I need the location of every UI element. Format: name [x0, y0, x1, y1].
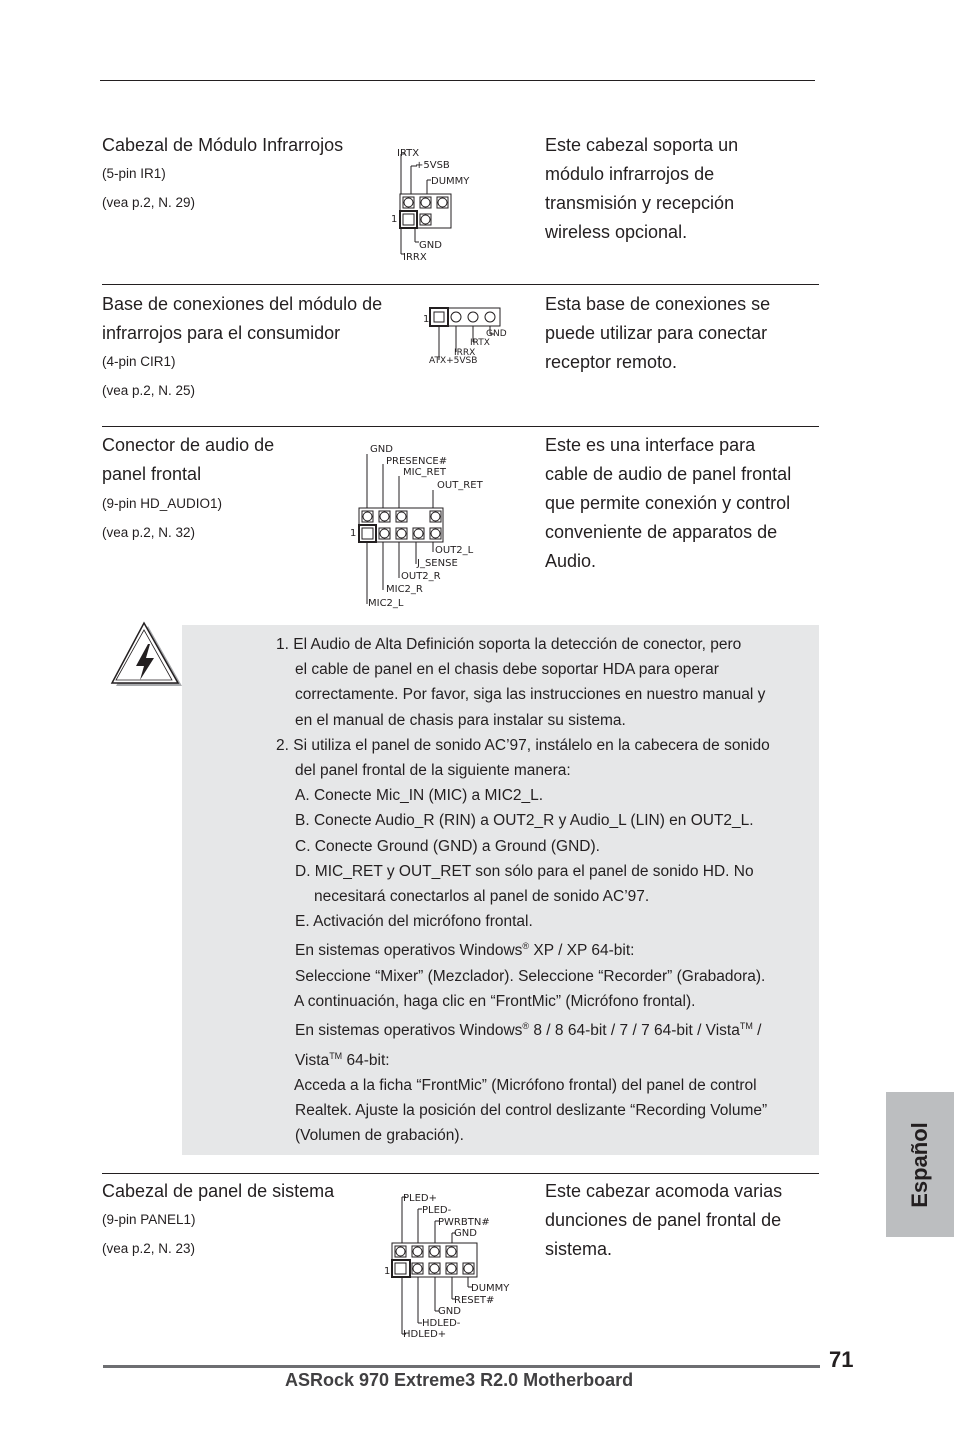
- cir-label-irrx: IRRX: [454, 348, 476, 358]
- ir-label-dummy: DUMMY: [431, 176, 470, 187]
- cir-title-line: Base de conexiones del módulo de: [102, 294, 383, 314]
- note-text: [276, 632, 821, 1149]
- top-rule: [100, 80, 815, 81]
- panel-ref: (vea p.2, N. 23): [102, 1241, 196, 1256]
- note-line-win8: En sistemas operativos Windows® 8 / 8 64-bit / 7 / 7 64-bit / Vista™ /: [295, 1021, 762, 1040]
- section-divider: [102, 284, 819, 285]
- warning-icon: [108, 620, 186, 692]
- cir-label-gnd: GND: [486, 329, 507, 339]
- audio-label-out-ret: OUT_RET: [437, 480, 483, 491]
- panel-pins: (9-pin PANEL1): [102, 1212, 196, 1227]
- note-line: 1. El Audio de Alta Definición soporta la detección de conector, pero: [276, 636, 742, 653]
- cir-desc-line: receptor remoto.: [545, 352, 678, 372]
- note-line: C. Conecte Ground (GND) a Ground (GND).: [295, 837, 600, 855]
- note-line: A continuación, haga clic en “FrontMic” (Micrófono frontal).: [294, 993, 696, 1010]
- section-divider: [102, 1173, 819, 1174]
- note-line: necesitará conectarlos al panel de sonido AC’97.: [314, 888, 650, 906]
- ir-desc-line: módulo infrarrojos de: [545, 164, 715, 184]
- ir-title: Cabezal de Módulo Infrarrojos: [102, 135, 344, 155]
- panel-desc-line: sistema.: [545, 1239, 613, 1259]
- ir-label-irrx: IRRX: [403, 252, 427, 263]
- ir-label-irtx: IRTX: [397, 148, 420, 159]
- audio-desc-line: Este es una interface para: [545, 435, 756, 455]
- note-line: Realtek. Ajuste la posición del control deslizante “Recording Volume”: [295, 1102, 768, 1120]
- ir-pin-diagram: [385, 140, 475, 265]
- ir-desc-line: Este cabezal soporta un: [545, 135, 739, 155]
- cir-ref: (vea p.2, N. 25): [102, 383, 196, 398]
- page-number: 71: [829, 1347, 854, 1372]
- audio-ref: (vea p.2, N. 32): [102, 525, 196, 540]
- cir-label-pin1: 1: [423, 314, 430, 325]
- note-line: del panel frontal de la siguiente manera:: [295, 762, 571, 780]
- audio-desc-line: que permite conexión y control: [545, 493, 791, 513]
- note-line: A. Conecte Mic_IN (MIC) a MIC2_L.: [295, 787, 544, 805]
- language-side-tab: [886, 1092, 954, 1237]
- panel-pin-diagram: [380, 1185, 520, 1340]
- cir-title: [102, 290, 382, 348]
- ir-desc-line: transmisión y recepción: [545, 193, 735, 213]
- ir-label-5vsb: +5VSB: [415, 160, 450, 171]
- cir-desc-line: Esta base de conexiones se: [545, 294, 771, 314]
- cir-title-line: infrarrojos para el consumidor: [102, 323, 341, 343]
- note-line: correctamente. Por favor, siga las instrucciones en nuestro manual y: [295, 686, 766, 704]
- section-divider: [102, 426, 819, 427]
- audio-label-presence: PRESENCE#: [386, 456, 448, 467]
- note-line-vista: Vista™ 64-bit:: [295, 1050, 390, 1069]
- ir-pins: (5-pin IR1): [102, 166, 166, 181]
- panel-desc-line: Este cabezar acomoda varias: [545, 1181, 783, 1201]
- audio-desc-line: cable de audio de panel frontal: [545, 464, 792, 484]
- audio-label-mic2-r: MIC2_R: [386, 584, 423, 595]
- note-line: 2. Si utiliza el panel de sonido AC’97, instálelo en la cabecera de sonido: [276, 736, 770, 754]
- panel-label-gnd-bottom: GND: [438, 1306, 461, 1317]
- footer-rule: [103, 1365, 820, 1368]
- ir-description: [545, 131, 738, 247]
- note-line: D. MIC_RET y OUT_RET son sólo para el panel de sonido HD. No: [295, 862, 754, 880]
- audio-label-j-sense: J_SENSE: [417, 558, 458, 569]
- language-tab-label: Español: [907, 1121, 932, 1208]
- ir-desc-line: wireless opcional.: [545, 222, 688, 242]
- audio-desc-line: conveniente de apparatos de: [545, 522, 778, 542]
- note-line: (Volumen de grabación).: [295, 1127, 464, 1145]
- cir-pin-diagram: [420, 300, 525, 370]
- ir-ref: (vea p.2, N. 29): [102, 195, 196, 210]
- audio-label-gnd: GND: [370, 444, 393, 455]
- panel-label-pin1: 1: [384, 1266, 391, 1277]
- note-line: en el manual de chasis para instalar su sistema.: [295, 711, 626, 729]
- audio-label-pin1: 1: [350, 528, 357, 539]
- panel-label-pwrbtn: PWRBTN#: [438, 1217, 490, 1228]
- cir-description: [545, 290, 770, 377]
- note-line-xp: En sistemas operativos Windows® XP / XP 64-bit:: [295, 941, 635, 960]
- panel-label-pled-minus: PLED-: [422, 1205, 452, 1216]
- note-line: Seleccione “Mixer” (Mezclador). Seleccione “Recorder” (Grabadora).: [295, 967, 766, 985]
- panel-label-dummy: DUMMY: [471, 1283, 510, 1294]
- panel-label-hdled-plus: HDLED+: [403, 1329, 447, 1340]
- note-line: el cable de panel en el chasis debe soportar HDA para operar: [295, 661, 719, 679]
- panel-label-pled-plus: PLED+: [403, 1193, 437, 1204]
- ir-label-pin1: 1: [391, 214, 398, 225]
- footer-product-name: ASRock 970 Extreme3 R2.0 Motherboard: [285, 1370, 634, 1390]
- note-line: E. Activación del micrófono frontal.: [295, 913, 533, 931]
- audio-title-line: panel frontal: [102, 464, 202, 484]
- audio-label-out2-r: OUT2_R: [401, 571, 441, 582]
- note-line: Acceda a la ficha “FrontMic” (Micrófono frontal) del panel de control: [294, 1076, 757, 1094]
- audio-label-out2-l: OUT2_L: [435, 545, 474, 556]
- cir-pins: (4-pin CIR1): [102, 354, 176, 369]
- panel-label-reset: RESET#: [454, 1295, 495, 1306]
- audio-desc-line: Audio.: [545, 551, 597, 571]
- cir-label-irtx: IRTX: [470, 338, 490, 348]
- audio-label-mic2-l: MIC2_L: [368, 598, 404, 609]
- panel-label-hdled-minus: HDLED-: [422, 1318, 461, 1329]
- cir-label-atx5vsb: ATX+5VSB: [429, 356, 478, 366]
- ir-label-gnd: GND: [419, 240, 442, 251]
- note-line: B. Conecte Audio_R (RIN) a OUT2_R y Audio_L (LIN) en OUT2_L.: [295, 812, 754, 830]
- audio-label-mic-ret: MIC_RET: [403, 467, 446, 478]
- audio-title-line: Conector de audio de: [102, 435, 275, 455]
- panel-label-gnd-top: GND: [454, 1228, 477, 1239]
- audio-pin-diagram: [345, 440, 490, 612]
- audio-title: [102, 431, 274, 489]
- panel-desc-line: dunciones de panel frontal de: [545, 1210, 782, 1230]
- audio-description: [545, 431, 791, 576]
- audio-pins: (9-pin HD_AUDIO1): [102, 496, 223, 511]
- panel-title: Cabezal de panel de sistema: [102, 1181, 335, 1201]
- cir-desc-line: puede utilizar para conectar: [545, 323, 768, 343]
- panel-description: [545, 1177, 782, 1264]
